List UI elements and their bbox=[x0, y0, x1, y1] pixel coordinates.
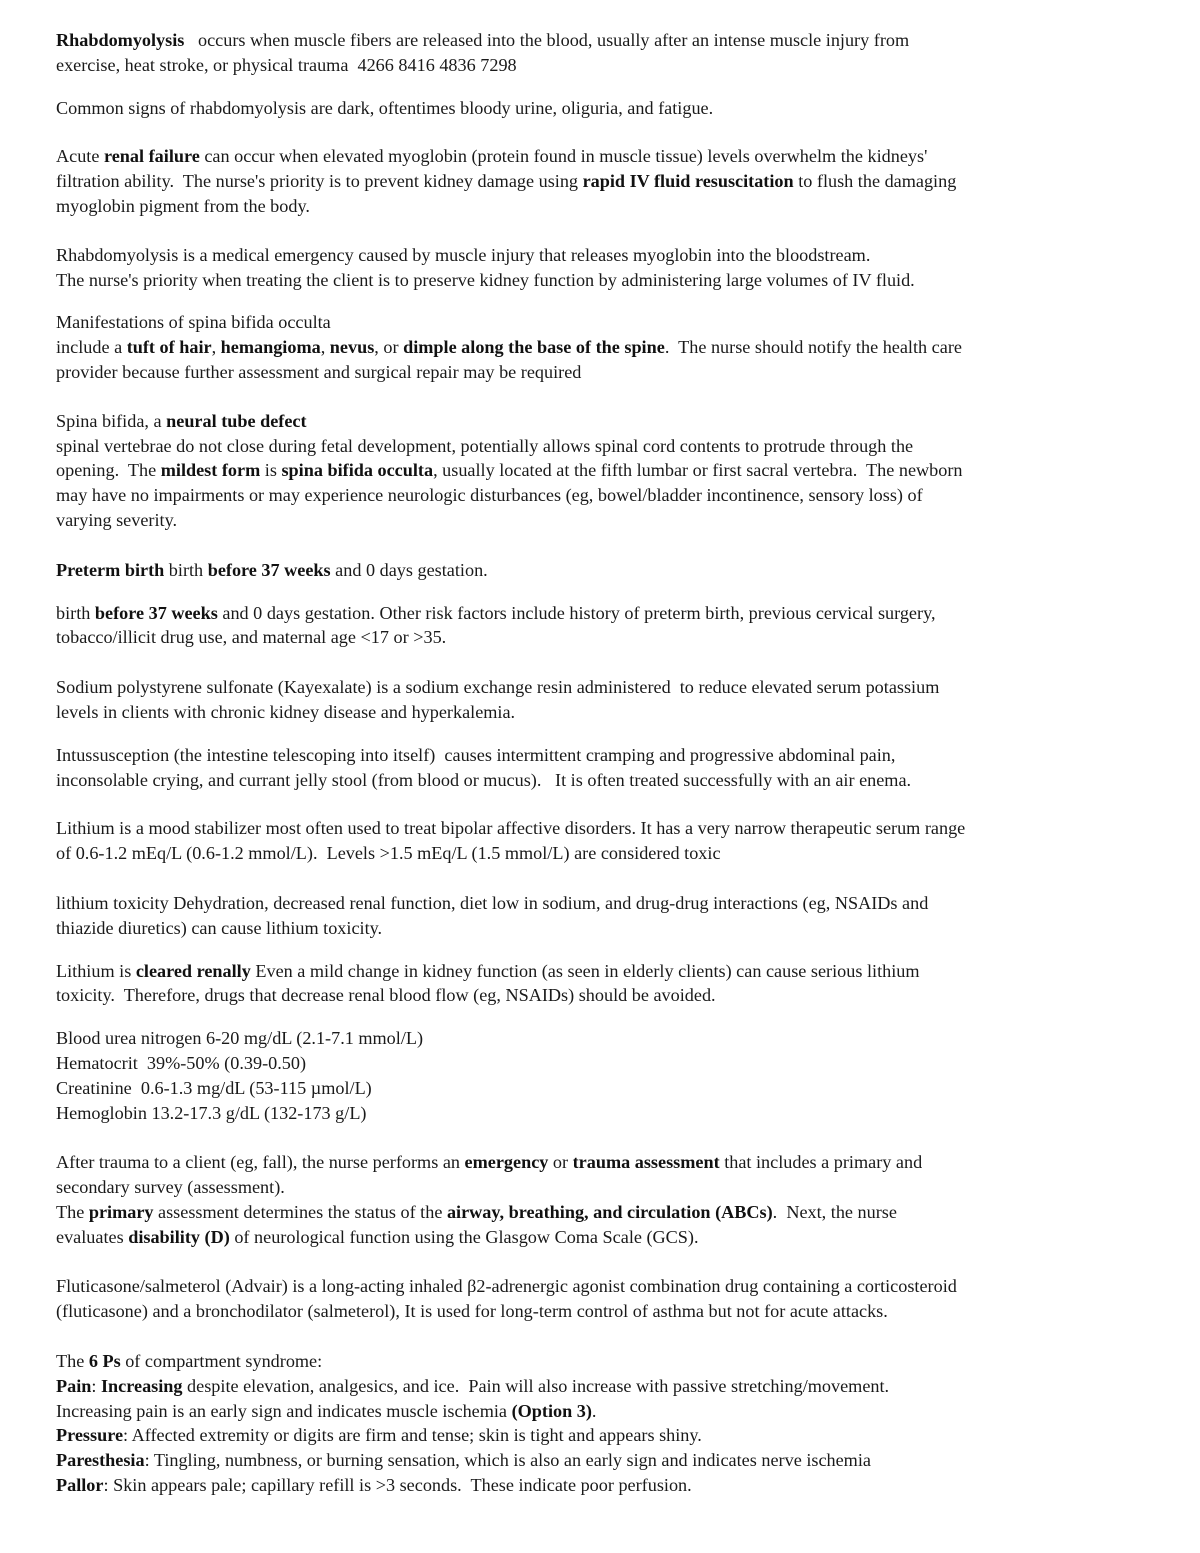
term-renal-failure: renal failure bbox=[103, 146, 200, 167]
text: , bbox=[211, 337, 221, 358]
text: : Tingling, numbness, or burning sensation, which is also an early sign and indicates nerve ischemia bbox=[144, 1450, 871, 1471]
line: toxicity. Therefore, drugs that decrease renal blood flow (eg, NSAIDs) should be avoided. bbox=[56, 985, 716, 1006]
text: or bbox=[548, 1152, 573, 1173]
line: inconsolable crying, and currant jelly stool (from blood or mucus). It is often treated successfully with an air enema. bbox=[56, 769, 912, 790]
text: The bbox=[56, 1351, 89, 1372]
text: After trauma to a client (eg, fall), the nurse performs an bbox=[56, 1152, 465, 1173]
term-pain: Pain bbox=[56, 1375, 92, 1396]
text: Acute bbox=[56, 146, 104, 167]
paragraph-six-ps bbox=[56, 1349, 1140, 1498]
line: levels in clients with chronic kidney disease and hyperkalemia. bbox=[56, 701, 516, 722]
term: emergency bbox=[464, 1152, 549, 1173]
line bbox=[56, 409, 1140, 434]
paragraph-rhabdo-emergency bbox=[56, 243, 1140, 293]
term: hemangioma bbox=[220, 337, 321, 358]
line bbox=[56, 1200, 1140, 1225]
paragraph-preterm-risk bbox=[56, 601, 1140, 651]
term: Increasing bbox=[100, 1375, 183, 1396]
text: assessment determines the status of the bbox=[153, 1201, 447, 1222]
lab-line-hematocrit: Hematocrit 39%-50% (0.39-0.50) bbox=[56, 1052, 307, 1073]
paragraph-lithium-renal bbox=[56, 959, 1140, 1009]
text: to flush the damaging bbox=[793, 171, 957, 192]
paragraph-spina-bifida bbox=[56, 409, 1140, 533]
line: Manifestations of spina bifida occulta bbox=[56, 312, 331, 333]
line: thiazide diuretics) can cause lithium toxicity. bbox=[56, 917, 383, 938]
term: before 37 weeks bbox=[94, 602, 218, 623]
line: Common signs of rhabdomyolysis are dark, oftentimes bloody urine, oliguria, and fatigue. bbox=[56, 97, 714, 118]
text: : bbox=[91, 1375, 101, 1396]
line bbox=[56, 1423, 1140, 1448]
text: Even a mild change in kidney function (as seen in elderly clients) can cause serious lithium bbox=[250, 960, 920, 981]
line: varying severity. bbox=[56, 509, 178, 530]
line: spinal vertebrae do not close during fetal development, potentially allows spinal cord contents to protrude through the bbox=[56, 435, 914, 456]
line bbox=[56, 1473, 1140, 1498]
text: can occur when elevated myoglobin (protein found in muscle tissue) levels overwhelm the kidneys' bbox=[199, 146, 928, 167]
paragraph-lithium bbox=[56, 816, 1140, 866]
text: . Next, the nurse bbox=[772, 1201, 897, 1222]
line bbox=[56, 959, 1140, 984]
line: Rhabdomyolysis is a medical emergency caused by muscle injury that releases myoglobin into the bloodstream. bbox=[56, 244, 871, 265]
text: include a bbox=[56, 337, 127, 358]
line bbox=[56, 335, 1140, 360]
text: birth bbox=[56, 602, 95, 623]
term-iv-fluid: rapid IV fluid resuscitation bbox=[582, 171, 794, 192]
text: occurs when muscle fibers are released into the blood, usually after an intense muscle injury from bbox=[184, 30, 910, 50]
text: : Skin appears pale; capillary refill is >3 seconds. These indicate poor perfusion. bbox=[103, 1475, 692, 1496]
term: mildest form bbox=[160, 460, 261, 481]
line: secondary survey (assessment). bbox=[56, 1177, 285, 1198]
line: myoglobin pigment from the body. bbox=[56, 195, 310, 216]
lab-line-bun: Blood urea nitrogen 6-20 mg/dL (2.1-7.1 mmol/L) bbox=[56, 1028, 424, 1049]
term-cleared-renally: cleared renally bbox=[135, 960, 251, 981]
paragraph-lithium-toxicity bbox=[56, 891, 1140, 941]
text: of compartment syndrome: bbox=[120, 1351, 323, 1372]
text: evaluates bbox=[56, 1226, 129, 1247]
text: The bbox=[56, 1201, 89, 1222]
term-neural-tube-defect: neural tube defect bbox=[166, 410, 307, 431]
line: (fluticasone) and a bronchodilator (salmeterol), It is used for long-term control of asthma but not for acute attacks. bbox=[56, 1301, 888, 1322]
text: opening. The bbox=[56, 460, 161, 481]
term: disability (D) bbox=[128, 1226, 230, 1247]
term: nevus bbox=[329, 337, 375, 358]
line: provider because further assessment and surgical repair may be required bbox=[56, 361, 582, 382]
text: birth bbox=[164, 559, 208, 580]
term-preterm-birth: Preterm birth bbox=[56, 559, 165, 580]
text: Lithium is bbox=[56, 960, 136, 981]
line bbox=[56, 169, 1140, 194]
text: and 0 days gestation. bbox=[330, 559, 488, 580]
line: exercise, heat stroke, or physical trauma 4266 8416 4836 7298 bbox=[56, 54, 517, 75]
term-pressure: Pressure bbox=[56, 1425, 124, 1446]
line bbox=[56, 1448, 1140, 1473]
line bbox=[56, 1150, 1140, 1175]
line bbox=[56, 458, 1140, 483]
line: Sodium polystyrene sulfonate (Kayexalate) is a sodium exchange resin administered to reduce elevated serum potassium bbox=[56, 677, 940, 698]
paragraph-advair bbox=[56, 1274, 1140, 1324]
paragraph-lab-values bbox=[56, 1026, 1140, 1125]
lab-line-creatinine: Creatinine 0.6-1.3 mg/dL (53-115 µmol/L) bbox=[56, 1077, 372, 1098]
line bbox=[56, 1225, 1140, 1250]
line: Lithium is a mood stabilizer most often used to treat bipolar affective disorders. It has a very narrow therapeutic serum range bbox=[56, 818, 966, 839]
term-6-ps: 6 Ps bbox=[88, 1351, 121, 1372]
text: that includes a primary and bbox=[719, 1152, 923, 1173]
paragraph-rhabdo-signs bbox=[56, 96, 1140, 121]
line: lithium toxicity Dehydration, decreased renal function, diet low in sodium, and drug-drug interactions (eg, NSAIDs and bbox=[56, 892, 929, 913]
text: , or bbox=[374, 337, 404, 358]
text: and 0 days gestation. Other risk factors include history of preterm birth, previous cervical surgery, bbox=[217, 602, 936, 623]
line bbox=[56, 601, 1140, 626]
paragraph-trauma-assessment bbox=[56, 1150, 1140, 1249]
term: before 37 weeks bbox=[207, 559, 331, 580]
text: : Affected extremity or digits are firm and tense; skin is tight and appears shiny. bbox=[123, 1425, 702, 1446]
text: despite elevation, analgesics, and ice. Pain will also increase with passive stretching/movement. bbox=[182, 1375, 890, 1396]
paragraph-spina-bifida-occulta bbox=[56, 310, 1140, 384]
text: of neurological function using the Glasgow Coma Scale (GCS). bbox=[229, 1226, 699, 1247]
line: Fluticasone/salmeterol (Advair) is a long-acting inhaled β2-adrenergic agonist combination drug containing a corticosteroid bbox=[56, 1276, 957, 1297]
line: The nurse's priority when treating the client is to preserve kidney function by administering large volumes of IV fluid. bbox=[56, 269, 915, 290]
term: trauma assessment bbox=[572, 1152, 720, 1173]
term: (Option 3) bbox=[511, 1400, 592, 1421]
text: . bbox=[591, 1400, 597, 1421]
text: , bbox=[320, 337, 330, 358]
paragraph-kayexalate bbox=[56, 675, 1140, 725]
term: spina bifida occulta bbox=[281, 460, 434, 481]
term: primary bbox=[88, 1201, 154, 1222]
paragraph-preterm-birth bbox=[56, 558, 1140, 583]
text: Increasing pain is an early sign and indicates muscle ischemia bbox=[56, 1400, 512, 1421]
line bbox=[56, 144, 1140, 169]
text: filtration ability. The nurse's priority is to prevent kidney damage using bbox=[56, 171, 583, 192]
paragraph-rhabdomyolysis bbox=[56, 28, 1140, 78]
line bbox=[56, 28, 1140, 53]
line bbox=[56, 1399, 1140, 1424]
line bbox=[56, 1374, 1140, 1399]
line: of 0.6-1.2 mEq/L (0.6-1.2 mmol/L). Levels >1.5 mEq/L (1.5 mmol/L) are considered toxic bbox=[56, 843, 721, 864]
term: tuft of hair bbox=[126, 337, 212, 358]
text: Spina bifida, a bbox=[56, 410, 167, 431]
lab-line-hemoglobin: Hemoglobin 13.2-17.3 g/dL (132-173 g/L) bbox=[56, 1102, 367, 1123]
term-paresthesia: Paresthesia bbox=[56, 1450, 145, 1471]
text: . The nurse should notify the health care bbox=[664, 337, 962, 358]
line bbox=[56, 1349, 1140, 1374]
paragraph-intussusception bbox=[56, 743, 1140, 793]
term: airway, breathing, and circulation (ABCs) bbox=[446, 1201, 773, 1222]
term-pallor: Pallor bbox=[56, 1475, 104, 1496]
text: , usually located at the fifth lumbar or first sacral vertebra. The newborn bbox=[433, 460, 963, 481]
term-rhabdomyolysis: Rhabdomyolysis bbox=[56, 30, 185, 50]
paragraph-renal-failure bbox=[56, 144, 1140, 218]
line: tobacco/illicit drug use, and maternal age <17 or >35. bbox=[56, 627, 447, 648]
line: Intussusception (the intestine telescoping into itself) causes intermittent cramping and progressive abdominal pain, bbox=[56, 744, 896, 765]
line: may have no impairments or may experience neurologic disturbances (eg, bowel/bladder incontinence, sensory loss) of bbox=[56, 485, 923, 506]
text: is bbox=[260, 460, 282, 481]
line bbox=[56, 558, 1140, 583]
term: dimple along the base of the spine bbox=[403, 337, 665, 358]
